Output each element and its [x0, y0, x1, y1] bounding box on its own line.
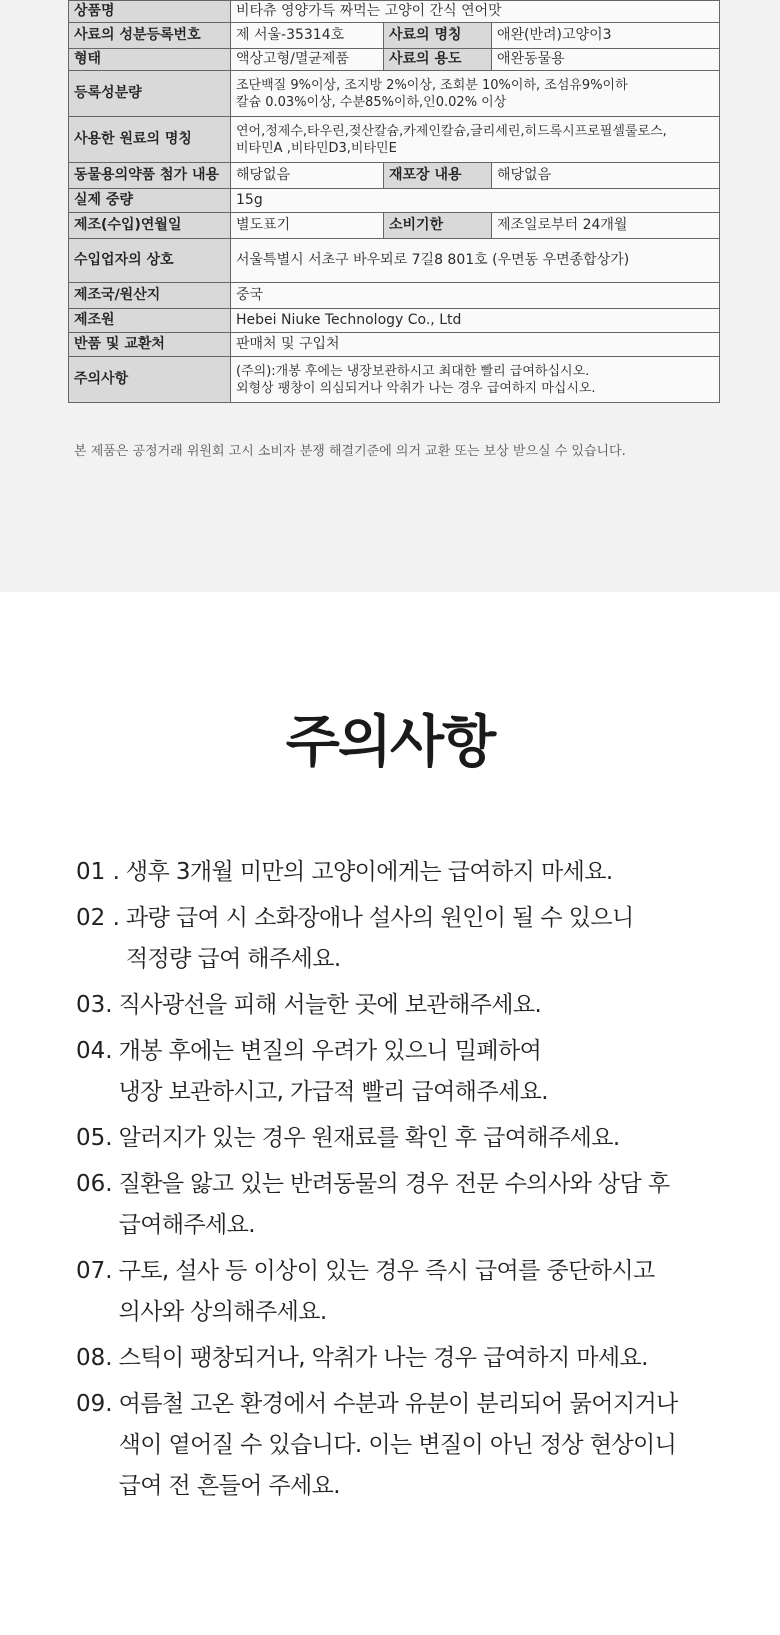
- caution-number: 09.: [76, 1391, 113, 1417]
- caution-item: [76, 852, 756, 893]
- spec-label: 실제 중량: [69, 189, 231, 213]
- caution-text: 과량 급여 시 소화장애나 설사의 원인이 될 수 있으니 적정량 급여 해주세요.: [125, 905, 634, 972]
- spec-row: [69, 333, 720, 357]
- spec-label: 소비기한: [384, 213, 492, 239]
- spec-label: 상품명: [69, 1, 231, 23]
- spec-row: [69, 71, 720, 117]
- spec-row: [69, 23, 720, 49]
- spec-row: [69, 189, 720, 213]
- spec-label: 사료의 용도: [384, 49, 492, 71]
- spec-value: 애완동물용: [492, 49, 720, 71]
- caution-number: 06.: [76, 1171, 113, 1197]
- caution-text: 직사광선을 피해 서늘한 곳에 보관해주세요.: [118, 992, 542, 1018]
- caution-number: 07.: [76, 1258, 113, 1284]
- caution-text: 개봉 후에는 변질의 우려가 있으니 밀폐하여 냉장 보관하시고, 가급적 빨리 급여해주세요.: [118, 1038, 548, 1105]
- spec-label: 제조원: [69, 309, 231, 333]
- spec-row: [69, 309, 720, 333]
- product-spec-table: [68, 0, 720, 403]
- product-info-panel: [0, 0, 780, 592]
- spec-label: 주의사항: [69, 357, 231, 403]
- spec-label: 반품 및 교환처: [69, 333, 231, 357]
- spec-value: 15g: [231, 189, 720, 213]
- caution-list: [76, 852, 756, 1512]
- spec-label: 사료의 성분등록번호: [69, 23, 231, 49]
- spec-row: [69, 117, 720, 163]
- spec-value: 별도표기: [231, 213, 384, 239]
- spec-value: 해당없음: [231, 163, 384, 189]
- spec-value: 서울특별시 서초구 바우뫼로 7길8 801호 (우면동 우면종합상가): [231, 239, 720, 283]
- caution-item: [76, 1251, 756, 1333]
- spec-value: (주의):개봉 후에는 냉장보관하시고 최대한 빨리 급여하십시오. 외형상 팽창이 의심되거나 악취가 나는 경우 급여하지 마십시오.: [231, 357, 720, 403]
- spec-value: 해당없음: [492, 163, 720, 189]
- caution-item: [76, 1164, 756, 1246]
- spec-value: 애완(반려)고양이3: [492, 23, 720, 49]
- caution-number: 08.: [76, 1345, 113, 1371]
- caution-item: [76, 898, 756, 980]
- spec-label: 재포장 내용: [384, 163, 492, 189]
- page-title: 주의사항: [285, 710, 495, 775]
- caution-item: [76, 985, 756, 1026]
- consumer-notice: 본 제품은 공정거래 위원회 고시 소비자 분쟁 해결기준에 의거 교환 또는 보상 받으실 수 있습니다.: [74, 444, 626, 459]
- spec-value: 제조일로부터 24개월: [492, 213, 720, 239]
- caution-number: 04.: [76, 1038, 113, 1064]
- spec-row: [69, 357, 720, 403]
- spec-label: 형태: [69, 49, 231, 71]
- spec-row: [69, 239, 720, 283]
- spec-label: 수입업자의 상호: [69, 239, 231, 283]
- spec-row: [69, 49, 720, 71]
- spec-value: 연어,정제수,타우린,젖산칼슘,카제인칼슘,글리세린,히드록시프로필셀룰로스, 비타민A ,비타민D3,비타민E: [231, 117, 720, 163]
- spec-row: [69, 213, 720, 239]
- spec-label: 사료의 명칭: [384, 23, 492, 49]
- caution-text: 생후 3개월 미만의 고양이에게는 급여하지 마세요.: [125, 859, 613, 885]
- spec-value: 조단백질 9%이상, 조지방 2%이상, 조회분 10%이하, 조섬유9%이하 칼슘 0.03%이상, 수분85%이하,인0.02% 이상: [231, 71, 720, 117]
- spec-value: 판매처 및 구입처: [231, 333, 720, 357]
- spec-label: 제조(수입)연월일: [69, 213, 231, 239]
- caution-text: 스틱이 팽창되거나, 악취가 나는 경우 급여하지 마세요.: [118, 1345, 648, 1371]
- spec-value: 비타츄 영양가득 짜먹는 고양이 간식 연어맛: [231, 1, 720, 23]
- caution-number: 01 .: [76, 859, 120, 885]
- caution-text: 질환을 앓고 있는 반려동물의 경우 전문 수의사와 상담 후 급여해주세요.: [118, 1171, 670, 1238]
- caution-number: 03.: [76, 992, 113, 1018]
- spec-value: 제 서울-35314호: [231, 23, 384, 49]
- caution-item: [76, 1031, 756, 1113]
- spec-label: 등록성분량: [69, 71, 231, 117]
- spec-value: 중국: [231, 283, 720, 309]
- spec-label: 사용한 원료의 명칭: [69, 117, 231, 163]
- spec-label: 동물용의약품 첨가 내용: [69, 163, 231, 189]
- caution-text: 구토, 설사 등 이상이 있는 경우 즉시 급여를 중단하시고 의사와 상의해주세요.: [118, 1258, 655, 1325]
- caution-number: 02 .: [76, 905, 120, 931]
- spec-label: 제조국/원산지: [69, 283, 231, 309]
- spec-value: Hebei Niuke Technology Co., Ltd: [231, 309, 720, 333]
- spec-row: [69, 163, 720, 189]
- spec-value: 액상고형/멸균제품: [231, 49, 384, 71]
- caution-item: [76, 1118, 756, 1159]
- spec-row: [69, 1, 720, 23]
- caution-text: 알러지가 있는 경우 원재료를 확인 후 급여해주세요.: [118, 1125, 620, 1151]
- caution-item: [76, 1384, 756, 1507]
- caution-item: [76, 1338, 756, 1379]
- caution-text: 여름철 고온 환경에서 수분과 유분이 분리되어 묽어지거나 색이 옅어질 수 있습니다. 이는 변질이 아닌 정상 현상이니 급여 전 흔들어 주세요.: [118, 1391, 678, 1499]
- spec-row: [69, 283, 720, 309]
- caution-number: 05.: [76, 1125, 113, 1151]
